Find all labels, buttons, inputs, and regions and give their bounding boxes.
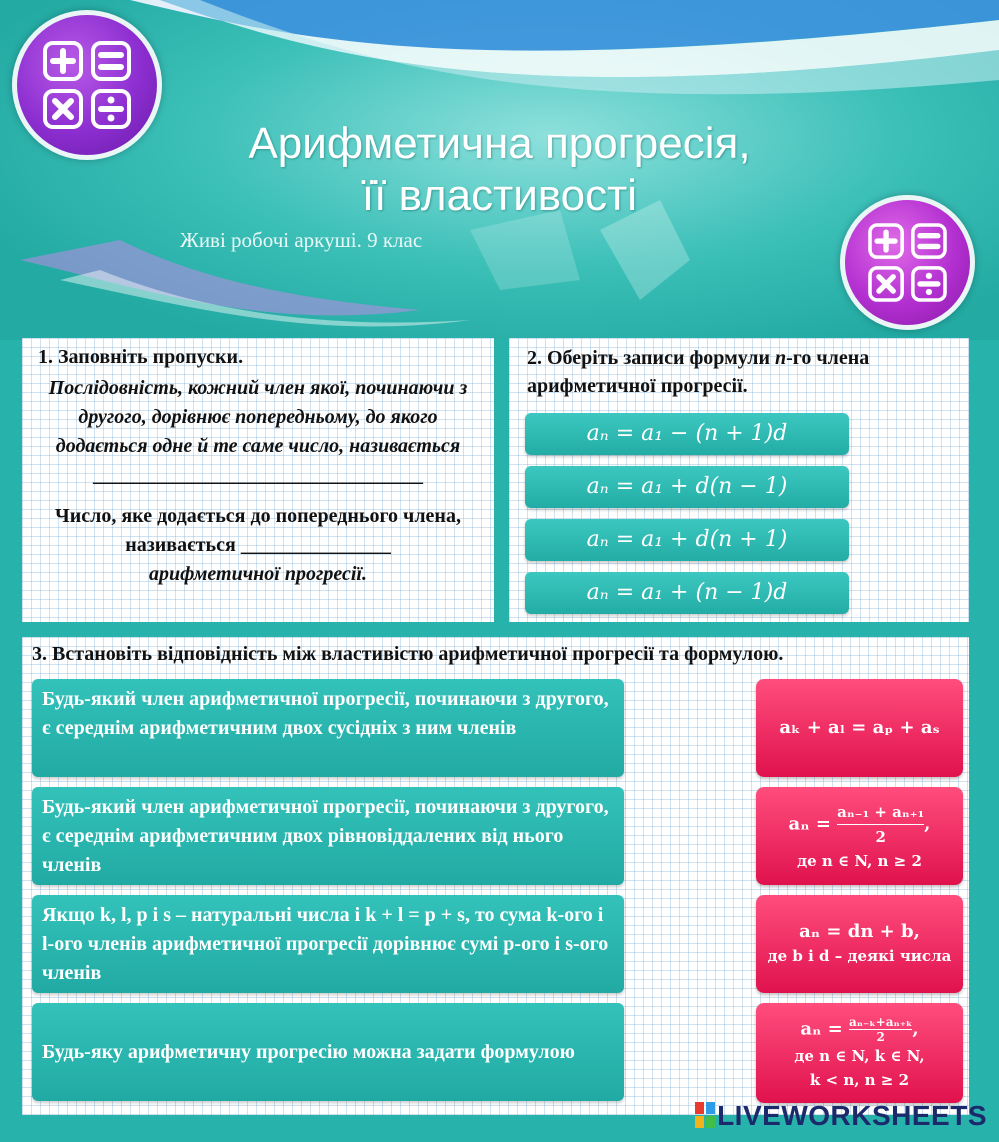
formula-option-3[interactable]: aₙ = a₁ + d(n + 1) [525, 519, 849, 561]
page-title [0, 118, 999, 222]
task2-panel [509, 338, 969, 622]
task1-blank-2[interactable]: _______________ [240, 534, 391, 556]
task1-body [32, 374, 484, 589]
watermark-text: LIVEWORKSHEETS [717, 1100, 987, 1131]
property-item-4[interactable] [32, 1003, 624, 1101]
formula-option-1[interactable]: aₙ = a₁ − (n + 1)d [525, 413, 849, 455]
formula-card-2[interactable] [756, 787, 963, 885]
formula-card-3-content [768, 920, 952, 968]
formula-option-2[interactable]: aₙ = a₁ + d(n − 1) [525, 466, 849, 508]
task3-panel [22, 637, 969, 1115]
title-line-1: Арифметична прогресія, [248, 119, 751, 168]
title-line-2: її властивості [361, 171, 638, 220]
formula-card-2-condition: де n ∈ N, n ≥ 2 [797, 851, 922, 870]
page-subtitle: Живі робочі аркуші. 9 клас [180, 228, 423, 252]
formula-card-4-condition-2: k < n, n ≥ 2 [809, 1070, 910, 1089]
formula-card-2-content: aₙ = $\frac{\text{aₙ₋₁ + aₙ₊₁}}{2}$ , де n ∈ N, n ≥ 2 [789, 800, 931, 873]
formula-card-4-condition-1: де n ∈ N, k ∈ N, [794, 1046, 925, 1065]
property-item-4-text: Будь-яку арифметичну прогресію можна задати формулою [42, 1040, 575, 1063]
task2-heading-n: n [775, 347, 787, 369]
task3-heading: 3. Встановіть відповідність між властивістю арифметичної прогресії та формулою. [32, 643, 784, 665]
formula-card-3[interactable] [756, 895, 963, 993]
formula-card-4[interactable] [756, 1003, 963, 1103]
property-item-2[interactable]: Будь-який член арифметичної прогресії, починаючи з другого, є середнім арифметичним двох рівновіддалених від нього членів [32, 787, 624, 885]
formula-card-3-line-2: де b і d – деякі числа [767, 947, 952, 965]
formula-card-1-text: aₖ + aₗ = aₚ + aₛ [779, 717, 940, 738]
task2-heading [527, 344, 967, 400]
task2-heading-part-1: 2. Оберіть записи формули [527, 347, 775, 369]
liveworksheets-watermark [695, 1100, 987, 1132]
formula-card-4-lhs: aₙ = [800, 1018, 850, 1039]
formula-card-3-line-1: aₙ = dn + b, [799, 921, 920, 942]
liveworksheets-logo-icon [695, 1102, 715, 1128]
task2-heading-part-2: -го члена арифметичної прогресії. [527, 347, 870, 397]
formula-card-4-denominator: 2 [876, 1029, 885, 1044]
formula-card-4-numerator: aₙ₋ₖ+aₙ₊ₖ [849, 1014, 913, 1029]
task1-heading: 1. Заповніть пропуски. [38, 346, 244, 368]
formula-card-2-lhs: aₙ = [788, 813, 838, 834]
task1-sentence-2: Число, яке додається до попереднього члена, називається [55, 505, 461, 556]
task1-sentence-3: арифметичної прогресії. [149, 563, 367, 585]
formula-card-2-numerator: aₙ₋₁ + aₙ₊₁ [837, 800, 924, 825]
task1-blank-1[interactable]: _________________________________ [93, 464, 423, 486]
task1-panel [22, 338, 494, 622]
formula-card-1[interactable] [756, 679, 963, 777]
formula-card-2-denominator: 2 [875, 827, 886, 846]
formula-option-4[interactable]: aₙ = a₁ + (n − 1)d [525, 572, 849, 614]
property-item-1[interactable]: Будь-який член арифметичної прогресії, починаючи з другого, є середнім арифметичним двох сусідніх з ним членів [32, 679, 624, 777]
property-item-3[interactable]: Якщо k, l, p і s – натуральні числа і k + l = p + s, то сума k-ого і l-ого членів арифметичної прогресії дорівнює сумі p-ого і s-ого членів [32, 895, 624, 993]
formula-card-4-content: aₙ = $\frac{\text{aₙ₋ₖ+aₙ₊ₖ}}{2}$ , де n ∈ N, k ∈ N, k < n, n ≥ 2 [794, 1015, 924, 1092]
task1-definition: Послідовність, кожний член якої, починаючи з другого, дорівнює попередньому, до якого додається одне й те саме число, називається [48, 377, 468, 457]
